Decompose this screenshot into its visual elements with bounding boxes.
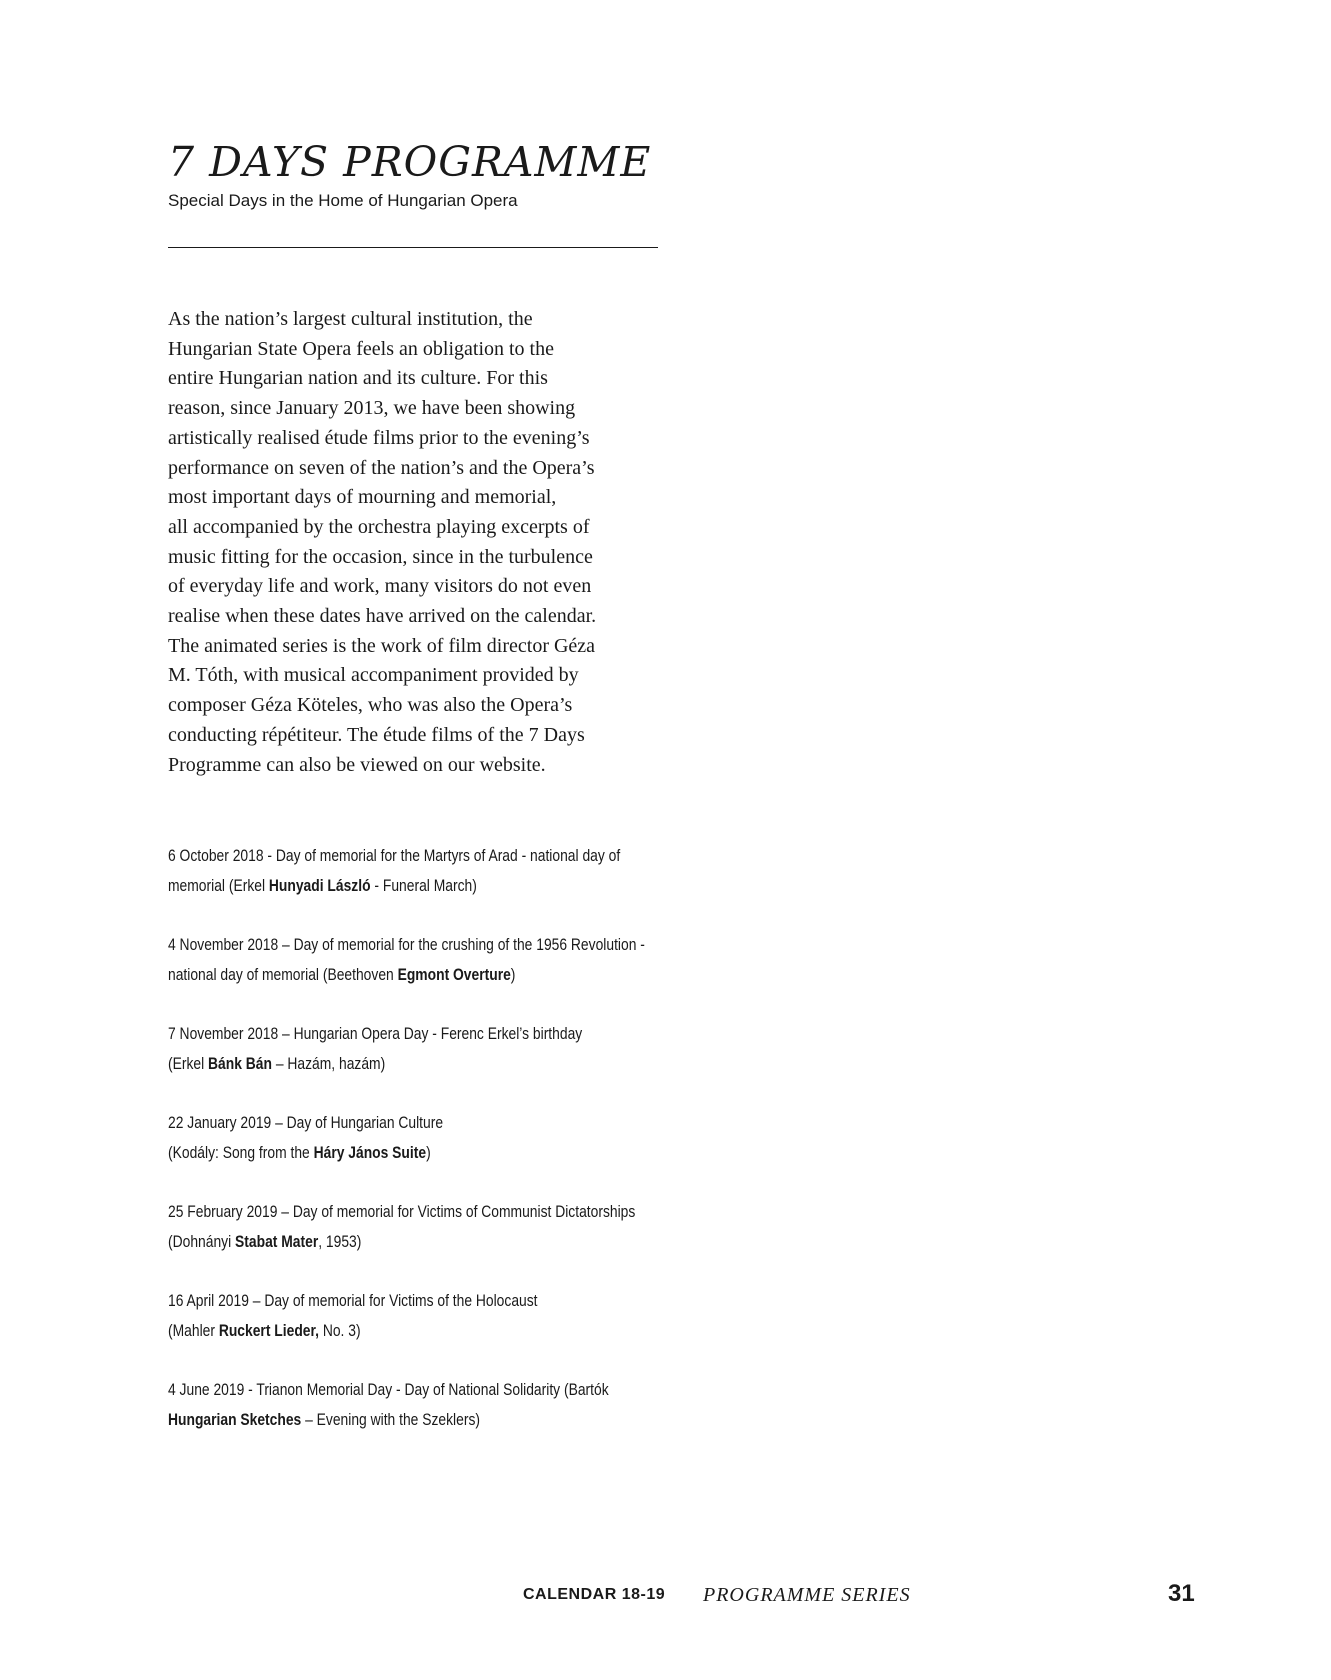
event-work-prefix: national day of memorial (Beethoven: [168, 965, 398, 984]
paragraph-line: of everyday life and work, many visitors do not even: [168, 575, 592, 598]
event-work-title: Bánk Bán: [208, 1054, 272, 1073]
event-work-title: Ruckert Lieder,: [218, 1321, 319, 1340]
event-description: 4 November 2018 – Day of memorial for the crushing of the 1956 Revolution -: [168, 936, 645, 954]
paragraph-line: entire Hungarian nation and its culture. For this: [168, 367, 548, 390]
event-description: 7 November 2018 – Hungarian Opera Day - Ferenc Erkel’s birthday: [168, 1025, 583, 1043]
page-number: 31: [1168, 1580, 1195, 1607]
event-work-suffix: No. 3): [318, 1321, 361, 1340]
paragraph-line: reason, since January 2013, we have been showing: [168, 397, 576, 420]
title-divider: [168, 247, 658, 248]
event-description: 16 April 2019 – Day of memorial for Victims of the Holocaust: [168, 1292, 538, 1310]
event-work: [168, 1139, 664, 1169]
event-work: [168, 1228, 664, 1258]
footer-section-label: PROGRAMME SERIES: [703, 1584, 911, 1606]
event-work-suffix: ): [426, 1143, 431, 1162]
event-work-suffix: ): [510, 965, 516, 984]
event-work-prefix: memorial (Erkel: [168, 876, 269, 895]
page-footer: [0, 1582, 1331, 1612]
event-work: [168, 1406, 664, 1436]
event-work-suffix: – Hazám, hazám): [271, 1054, 386, 1073]
event-work-suffix: , 1953): [318, 1232, 362, 1251]
paragraph-line: music fitting for the occasion, since in the turbulence: [168, 545, 593, 568]
paragraph-line: realise when these dates have arrived on the calendar.: [168, 605, 597, 628]
paragraph-line: Hungarian State Opera feels an obligation to the: [168, 337, 554, 360]
event-work-title: Háry János Suite: [313, 1143, 427, 1162]
event-work-title: Hungarian Sketches: [168, 1410, 302, 1429]
event-description: 25 February 2019 – Day of memorial for Victims of Communist Dictatorships: [168, 1203, 636, 1221]
event-work-suffix: – Evening with the Szeklers): [301, 1410, 480, 1429]
event-work: [168, 1050, 664, 1080]
event-item: [168, 1198, 664, 1257]
event-work: [168, 961, 664, 991]
event-item: [168, 1376, 664, 1435]
intro-paragraph: [168, 305, 658, 780]
event-work-prefix: (Mahler: [168, 1321, 219, 1340]
event-item: [168, 1020, 664, 1079]
events-list: [168, 842, 668, 1465]
article: [168, 138, 668, 780]
event-description: 4 June 2019 - Trianon Memorial Day - Day of National Solidarity (Bartók: [168, 1381, 609, 1399]
event-work-prefix: (Kodály: Song from the: [168, 1143, 314, 1162]
event-item: [168, 842, 664, 901]
event-work-prefix: (Erkel: [168, 1054, 209, 1073]
event-work: [168, 872, 664, 902]
event-item: [168, 1287, 664, 1346]
event-work-title: Stabat Mater: [235, 1232, 319, 1251]
event-work-title: Hunyadi László: [268, 876, 371, 895]
paragraph-line: most important days of mourning and memorial,: [168, 486, 557, 509]
page-title: 7 DAYS PROGRAMME: [168, 138, 652, 186]
paragraph-line: The animated series is the work of film director Géza: [168, 634, 596, 657]
event-work-title: Egmont Overture: [397, 965, 511, 984]
paragraph-line: performance on seven of the nation’s and the Opera’s: [168, 456, 595, 479]
paragraph-line: conducting répétiteur. The étude films of the 7 Days: [168, 723, 585, 746]
paragraph-line: M. Tóth, with musical accompaniment provided by: [168, 664, 579, 687]
footer-calendar-label: CALENDAR 18-19: [523, 1586, 666, 1603]
event-description: 22 January 2019 – Day of Hungarian Culture: [168, 1114, 444, 1132]
event-work: [168, 1317, 664, 1347]
paragraph-line: Programme can also be viewed on our website.: [168, 753, 546, 776]
event-work-suffix: - Funeral March): [370, 876, 477, 895]
paragraph-line: As the nation’s largest cultural institution, the: [168, 308, 533, 330]
paragraph-line: composer Géza Köteles, who was also the Opera’s: [168, 694, 573, 717]
event-description: 6 October 2018 - Day of memorial for the Martyrs of Arad - national day of: [168, 847, 621, 865]
paragraph-line: artistically realised étude films prior to the evening’s: [168, 426, 590, 449]
event-work-prefix: (Dohnányi: [168, 1232, 236, 1251]
event-item: [168, 931, 664, 990]
event-item: [168, 1109, 664, 1168]
page-subtitle: Special Days in the Home of Hungarian Opera: [168, 191, 518, 210]
paragraph-line: all accompanied by the orchestra playing excerpts of: [168, 515, 590, 538]
